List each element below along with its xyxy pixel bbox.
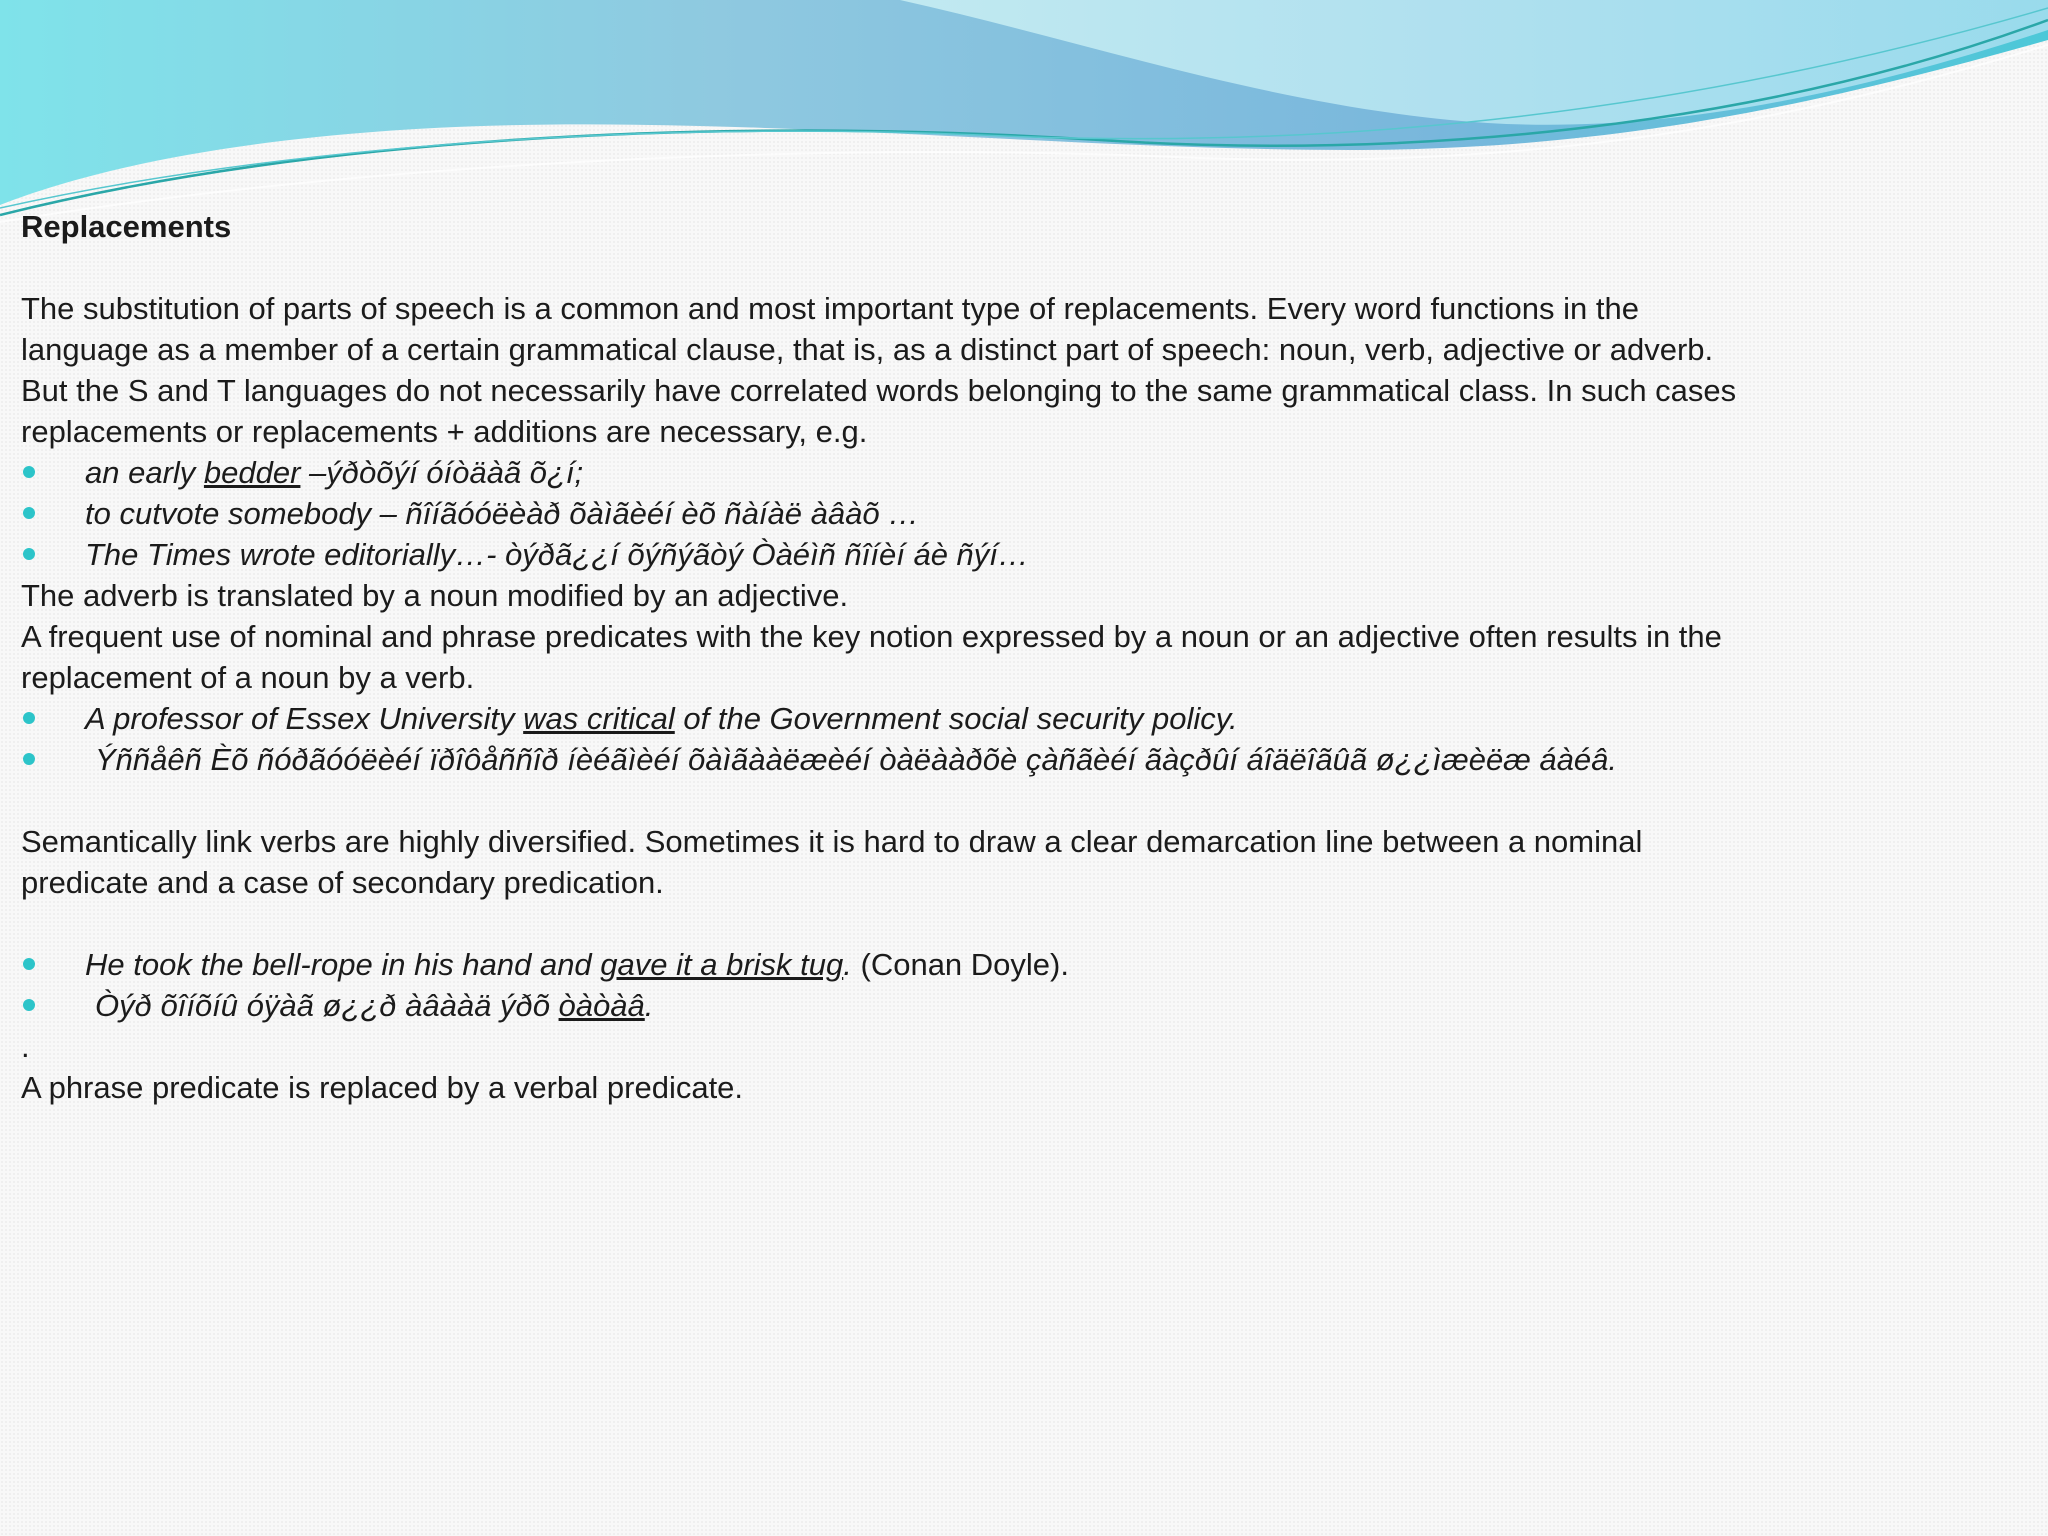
list-item — [21, 493, 1741, 534]
bullet-dot-icon — [23, 507, 35, 519]
list-item — [21, 534, 1741, 575]
example-text: Òýð õîíõíû óÿàã ø¿¿ð àâààä ýðõ òàòàâ. — [95, 988, 654, 1023]
intro-paragraph: The substitution of parts of speech is a common and most important type of replacements. Every word functions in the language as a member of a certain grammatical clause, that is, as a distinct part of speech: noun, verb, adjective or adverb. But the S and T languages do not necessarily have correlated words belonging to the same grammatical class. In such cases replacements or replacements + additions are necessary, e.g. — [21, 291, 1737, 449]
list-item — [21, 944, 1741, 985]
example-text: A professor of Essex University was critical of the Government social security policy. — [85, 701, 1238, 736]
nominal-note: A frequent use of nominal and phrase predicates with the key notion expressed by a noun or an adjective often results in the replacement of a noun by a verb. — [21, 619, 1722, 695]
adverb-note: The adverb is translated by a noun modified by an adjective. — [21, 578, 849, 613]
bullet-dot-icon — [23, 999, 35, 1011]
example-text: to cutvote somebody – ñîíãóóëèàð õàìãèéí èõ ñàíàë àâàõ … — [85, 496, 920, 531]
slide-title: Replacements — [21, 209, 232, 244]
list-item — [21, 698, 1741, 739]
link-verbs-note: Semantically link verbs are highly diversified. Sometimes it is hard to draw a clear demarcation line between a nominal predicate and a case of secondary predication. — [21, 824, 1643, 900]
dot-line: . — [21, 1029, 30, 1064]
slide-content — [21, 206, 1741, 1108]
conclusion: A phrase predicate is replaced by a verbal predicate. — [21, 1070, 744, 1105]
list-item — [21, 985, 1741, 1026]
example-text: an early bedder –ýðòõýí óíòäàã õ¿í; — [85, 455, 584, 490]
example-text: Ýññåêñ Èõ ñóðãóóëèéí ïðîôåññîð íèéãìèéí õàìãààëæèéí òàëààðõè çàñãèéí ãàçðûí áîäëîãûã ø¿¿ìæèëæ áàéâ. — [95, 742, 1617, 777]
header-wave-decoration — [0, 0, 2048, 230]
bullet-dot-icon — [23, 958, 35, 970]
bullet-dot-icon — [23, 712, 35, 724]
list-item — [21, 452, 1741, 493]
bullet-dot-icon — [23, 466, 35, 478]
list-item — [21, 739, 1741, 780]
example-text: He took the bell-rope in his hand and gave it a brisk tug. (Conan Doyle). — [85, 947, 1069, 982]
bullet-dot-icon — [23, 548, 35, 560]
example-text: The Times wrote editorially…- òýðã¿¿í õýñýãòý Òàéìñ ñîíèí áè ñýí… — [85, 537, 1029, 572]
bullet-dot-icon — [23, 753, 35, 765]
